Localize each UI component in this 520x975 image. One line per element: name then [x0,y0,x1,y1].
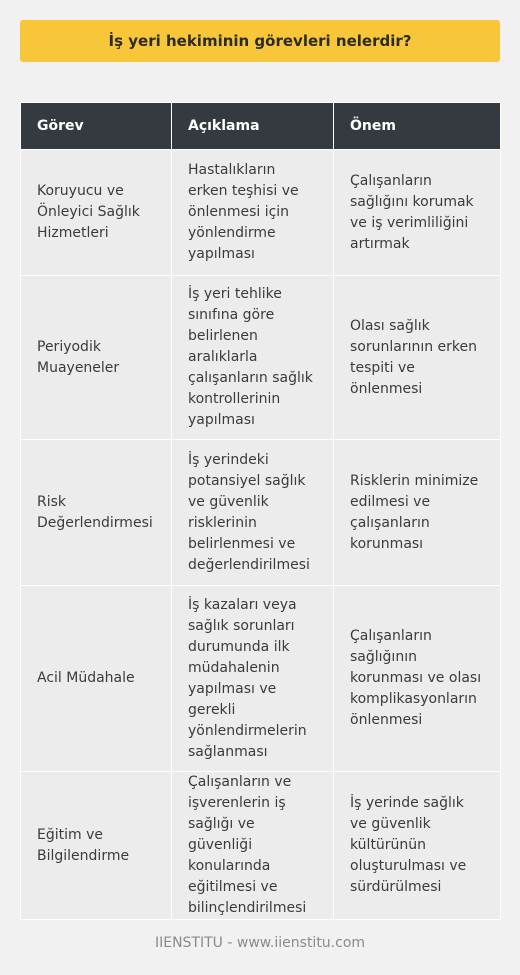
cell-aciklama: İş kazaları veya sağlık sorunları durumunda ilk müdahalenin yapılması ve gerekli yönlendirmelerin sağlanması [172,586,334,772]
header-aciklama: Açıklama [172,103,334,150]
cell-gorev: Periyodik Muayeneler [21,276,172,440]
header-onem: Önem [334,103,501,150]
cell-onem: Olası sağlık sorunlarının erken tespiti ve önlenmesi [334,276,501,440]
cell-onem: Çalışanların sağlığını korumak ve iş verimliliğini artırmak [334,150,501,276]
footer-credit: IIENSTITU - www.iienstitu.com [154,935,366,951]
duties-table [20,102,501,920]
cell-aciklama: Çalışanların ve işverenlerin iş sağlığı ve güvenliği konularında eğitilmesi ve bilinçlendirilmesi [172,772,334,920]
page-title: İş yeri hekiminin görevleri nelerdir? [108,32,412,50]
cell-gorev: Risk Değerlendirmesi [21,440,172,586]
table-header-row [21,103,501,150]
table-row [21,586,501,772]
cell-onem: Çalışanların sağlığının korunması ve olası komplikasyonların önlenmesi [334,586,501,772]
cell-gorev: Eğitim ve Bilgilendirme [21,772,172,920]
table-row [21,772,501,920]
cell-onem: Risklerin minimize edilmesi ve çalışanların korunması [334,440,501,586]
cell-aciklama: İş yeri tehlike sınıfına göre belirlenen aralıklarla çalışanların sağlık kontrollerinin yapılması [172,276,334,440]
cell-onem: İş yerinde sağlık ve güvenlik kültürünün oluşturulması ve sürdürülmesi [334,772,501,920]
cell-gorev: Acil Müdahale [21,586,172,772]
title-banner [20,20,500,62]
header-gorev: Görev [21,103,172,150]
table-row [21,150,501,276]
table-row [21,440,501,586]
cell-gorev: Koruyucu ve Önleyici Sağlık Hizmetleri [21,150,172,276]
table-row [21,276,501,440]
cell-aciklama: Hastalıkların erken teşhisi ve önlenmesi için yönlendirme yapılması [172,150,334,276]
cell-aciklama: İş yerindeki potansiyel sağlık ve güvenlik risklerinin belirlenmesi ve değerlendirilmesi [172,440,334,586]
